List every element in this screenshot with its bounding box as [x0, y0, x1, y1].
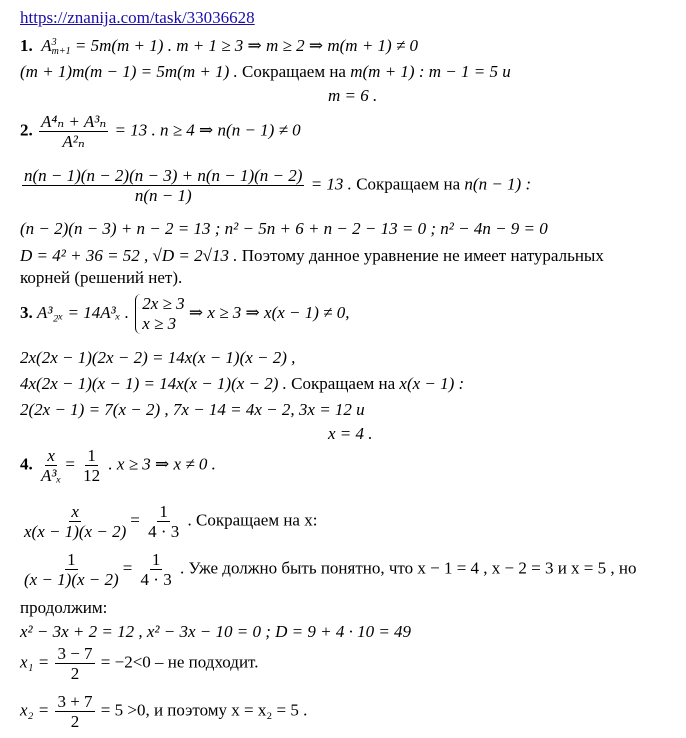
p4-frac3-den: x(x − 1)(x − 2)	[24, 522, 127, 541]
p4-text3: . Уже должно быть понятно, что x − 1 = 4 , x − 2 = 3 и x = 5 , но	[179, 558, 637, 578]
p4-line3: $\frac{1}{(x - 1)(x - 2)}$ = $\frac{1}{4 \cdot 3}$ . Уже должно быть понятно, что x − 1 = 4 , x − 2 = 3 и x = 5 , но	[24, 550, 637, 589]
p4-line6	[20, 644, 258, 683]
p4-text2: . Сокращаем на x:	[187, 510, 318, 530]
p4-line7	[20, 692, 307, 731]
p2-line1	[20, 112, 301, 151]
p4-frac4	[146, 502, 181, 541]
p4-line5	[20, 622, 411, 642]
p4-line1: 4. $\frac{x}{\text{A³ₓ}}$ = $\frac{1}{12}$ . x ≥ 3 ⇒ x ≠ 0 .	[20, 446, 216, 485]
p4-frac5	[22, 550, 121, 589]
p3-system	[135, 294, 184, 334]
p4-frac5-num: 1	[67, 550, 76, 569]
p1-eq2: (m + 1)m(m − 1) = 5m(m + 1) .	[20, 62, 238, 81]
p4-text4: продолжим:	[20, 598, 108, 617]
p2-text4: Поэтому данное уравнение не имеет натуральных	[241, 246, 604, 265]
p4-eq5: x² − 3x + 2 = 12 , x² − 3x − 10 = 0 ; D = 9 + 4 · 10 = 49	[20, 622, 412, 641]
p2-fraction	[39, 112, 108, 151]
p2-frac-num: A⁴ₙ + A³ₙ	[41, 112, 107, 131]
p1-number: 1.	[20, 36, 33, 55]
p3-line5	[328, 424, 373, 444]
p4-frac4-den: 4 · 3	[148, 522, 180, 541]
p3-eq3b: x(x − 1) :	[399, 374, 465, 393]
p2-big-num: n(n − 1)(n − 2)(n − 3) + n(n − 1)(n − 2)	[24, 166, 303, 185]
p4-frac3	[22, 502, 128, 541]
p3-line4	[20, 400, 365, 420]
p3-text3: Сокращаем на	[291, 374, 396, 393]
p4-frac4b-num: 1	[151, 550, 161, 569]
p4-x1-lhs: x₁ =	[20, 652, 50, 672]
p3-eq4: 2(2x − 1) = 7(x − 2) , 7x − 14 = 4x − 2, 3x = 12 и	[20, 400, 365, 419]
p3-sys-row1: 2x ≥ 3	[142, 294, 185, 313]
p4-frac3-num: x	[71, 502, 79, 521]
p4-frac2	[81, 446, 102, 485]
p4-frac4-num: 1	[159, 502, 168, 521]
p1-line1: 1. A3 m+1 = 5m(m + 1) . m + 1 ≥ 3 ⇒ m ≥ 2 ⇒ m(m + 1) ≠ 0	[20, 36, 419, 58]
p4-x2-lhs: x₂ =	[20, 700, 50, 720]
p4-frac6-num: 3 − 7	[57, 644, 93, 663]
p4-x1-rest: = −2<0 – не подходит.	[100, 652, 259, 672]
p4-frac5-den: (x − 1)(x − 2)	[24, 570, 119, 589]
p2-eq2: = 13 .	[310, 174, 352, 194]
p1-line2	[20, 62, 511, 82]
p4-frac6-den: 2	[70, 664, 80, 683]
p4-frac7	[55, 692, 94, 731]
p2-text5: корней (решений нет).	[20, 268, 183, 287]
p2-line5	[20, 268, 182, 288]
p3-eq3: 4x(2x − 1)(x − 1) = 14x(x − 1)(x − 2) .	[20, 374, 287, 393]
p4-frac6	[55, 644, 94, 683]
p1-line3	[328, 86, 377, 106]
p1-text2: Сокращаем на	[242, 62, 346, 81]
p2-eq4: D = 4² + 36 = 52 , √D = 2√13 .	[20, 246, 238, 265]
p1-eq1: = 5m(m + 1) . m + 1 ≥ 3 ⇒ m ≥ 2 ⇒ m(m + 1) ≠ 0	[74, 36, 419, 55]
p2-line4	[20, 246, 604, 266]
p3-number: 3.	[20, 302, 33, 322]
p2-eq3: (n − 2)(n − 3) + n − 2 = 13 ; n² − 5n + 6 + n − 2 − 13 = 0 ; n² − 4n − 9 = 0	[20, 219, 548, 238]
p4-frac4b	[139, 550, 174, 589]
p2-frac-den: A²ₙ	[62, 132, 85, 151]
p3-answer: x = 4 .	[328, 424, 373, 443]
p2-line2	[20, 166, 531, 205]
p1-eq2b: m(m + 1) : m − 1 = 5 и	[350, 62, 511, 81]
p4-frac1-num: x	[47, 446, 55, 465]
p4-frac4b-den: 4 · 3	[140, 570, 172, 589]
p4-frac2-den: 12	[83, 466, 101, 485]
p2-eq1: = 13 . n ≥ 4 ⇒ n(n − 1) ≠ 0	[114, 120, 301, 140]
p3-line2	[20, 348, 295, 368]
p3-eq1b: ⇒ x ≥ 3 ⇒ x(x − 1) ≠ 0,	[188, 302, 350, 322]
p4-frac1-den: A³ₓ	[41, 466, 62, 485]
p3-eq2: 2x(2x − 1)(2x − 2) = 14x(x − 1)(x − 2) ,	[20, 348, 296, 367]
p4-x2-rest: = 5 >0, и поэтому x = x₂ = 5 .	[100, 700, 308, 720]
p4-frac7-den: 2	[70, 712, 80, 731]
p3-line3	[20, 374, 464, 394]
p2-text2: Сокращаем на	[356, 174, 461, 194]
p2-eq2b: n(n − 1) :	[464, 174, 532, 194]
source-link[interactable]: https://znanija.com/task/33036628	[20, 8, 255, 27]
p4-frac2-num: 1	[87, 446, 96, 465]
p2-line3	[20, 219, 548, 239]
p4-number: 4.	[20, 454, 33, 474]
p3-eq1a: A³₂ₓ = 14A³ₓ .	[37, 302, 130, 322]
p3-line1	[20, 294, 350, 334]
p4-frac7-num: 3 + 7	[57, 692, 93, 711]
p3-sys-row2: x ≥ 3	[142, 314, 177, 333]
p4-frac1	[39, 446, 63, 485]
p4-eq1: . x ≥ 3 ⇒ x ≠ 0 .	[108, 454, 216, 474]
p4-line2: $\frac{x}{x(x - 1)(x - 2)}$ = $\frac{1}{4 \cdot 3}$ . Сокращаем на x:	[24, 502, 318, 541]
p4-line4	[20, 598, 107, 618]
p2-big-fraction	[22, 166, 304, 205]
p2-big-den: n(n − 1)	[134, 186, 192, 205]
p2-number: 2.	[20, 120, 33, 140]
p1-answer: m = 6 .	[328, 86, 378, 105]
